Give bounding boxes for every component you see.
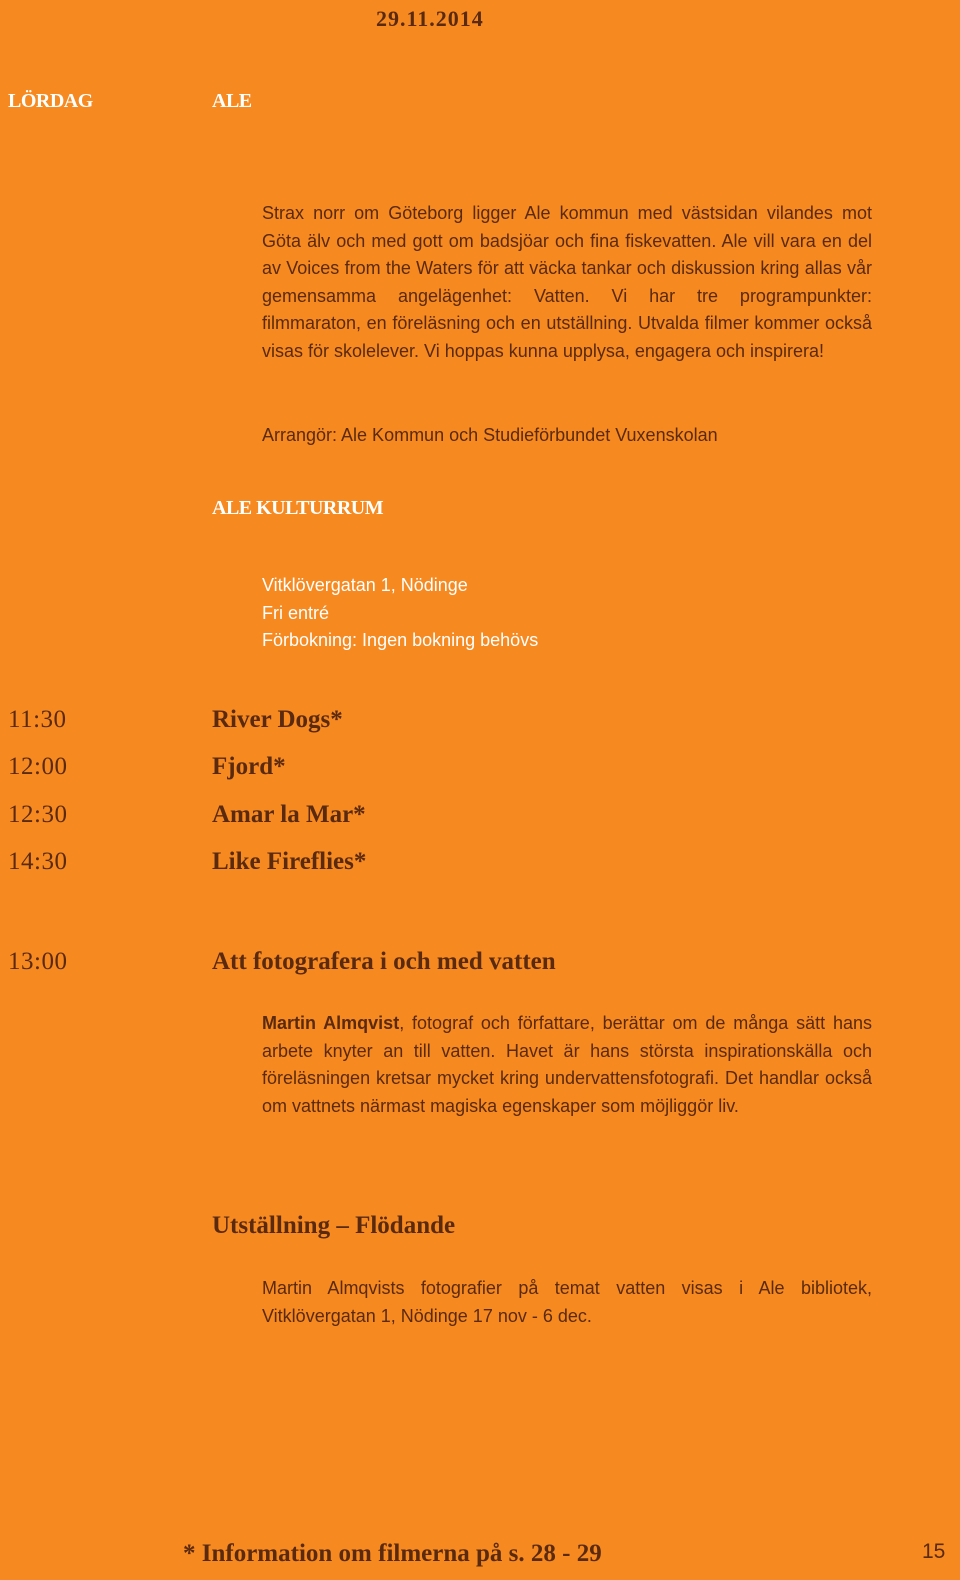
venue-booking: Förbokning: Ingen bokning behövs — [262, 630, 539, 651]
lecture-row — [0, 948, 960, 984]
weekday-heading: LÖRDAG — [8, 90, 93, 112]
screening-row — [0, 848, 960, 884]
screening-title: River Dogs* — [212, 706, 343, 733]
venue-heading: ALE KULTURRUM — [212, 497, 384, 519]
intro-paragraph: Strax norr om Göteborg ligger Ale kommun med västsidan vilandes mot Göta älv och med gott om badsjöar och fina fiskevatten. Ale vill vara en del av Voices from the Waters för att väcka tankar och diskussion kring allas vår gemensamma angelägenhet: Vatten. Vi har tre programpunkter: filmmaraton, en föreläsning och en utställning. Utvalda filmer kommer också visas för skolelever. Vi hoppas kunna upplysa, engagera och inspirera! — [262, 203, 872, 361]
location-heading: ALE — [212, 90, 252, 112]
exhibition-title: Utställning – Flödande — [212, 1212, 456, 1239]
screening-time: 14:30 — [8, 848, 68, 875]
lecture-speaker: Martin Almqvist — [262, 1013, 400, 1033]
venue-info — [262, 572, 538, 655]
page-date: 29.11.2014 — [376, 6, 484, 31]
venue-entry: Fri entré — [262, 602, 330, 623]
screening-time: 11:30 — [8, 706, 67, 733]
screening-row — [0, 801, 960, 837]
lecture-description — [262, 1010, 872, 1120]
screening-time: 12:30 — [8, 801, 68, 828]
organizer-line: Arrangör: Ale Kommun och Studieförbundet Vuxenskolan — [262, 425, 718, 445]
film-info-footnote: * Information om filmerna på s. 28 - 29 — [183, 1540, 602, 1567]
lecture-time: 13:00 — [8, 948, 68, 975]
page-number: 15 — [922, 1540, 946, 1563]
screening-title: Amar la Mar* — [212, 801, 366, 828]
lecture-text: , fotograf och författare, berättar om de många sätt hans arbete knyter an till vatten. Havet är hans största inspirationskälla och föreläsningen kretsar mycket kring undervattensfotografi. Det handlar också om vattnets närmast magiska egenskaper som möjliggör liv. — [262, 1013, 873, 1116]
screening-time: 12:00 — [8, 753, 68, 780]
screening-row — [0, 753, 960, 789]
screening-title: Like Fireflies* — [212, 848, 367, 875]
screening-row — [0, 706, 960, 742]
screening-title: Fjord* — [212, 753, 286, 780]
venue-address: Vitklövergatan 1, Nödinge — [262, 575, 468, 595]
exhibition-description: Martin Almqvists fotografier på temat vatten visas i Ale bibliotek, Vitklövergatan 1, Nödinge 17 nov - 6 dec. — [262, 1278, 872, 1326]
lecture-title: Att fotografera i och med vatten — [212, 948, 556, 975]
